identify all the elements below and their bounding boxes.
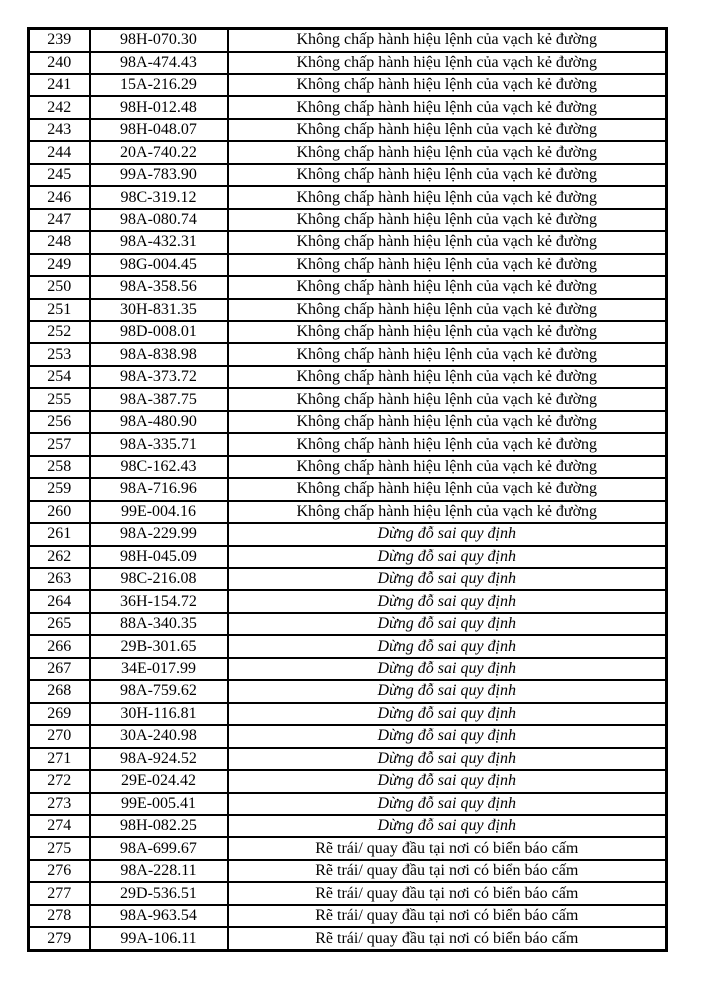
- row-number: 241: [29, 74, 90, 96]
- violation-text: Không chấp hành hiệu lệnh của vạch kẻ đường: [228, 254, 667, 276]
- plate-number: 98A-387.75: [90, 388, 228, 410]
- plate-number: 98A-432.31: [90, 231, 228, 253]
- row-number: 279: [29, 927, 90, 950]
- plate-number: 98H-082.25: [90, 815, 228, 837]
- table-row: [29, 770, 667, 792]
- plate-number: 98A-228.11: [90, 860, 228, 882]
- table-row: [29, 29, 667, 52]
- violation-text: Không chấp hành hiệu lệnh của vạch kẻ đường: [228, 96, 667, 118]
- plate-number: 98A-358.56: [90, 276, 228, 298]
- plate-number: 36H-154.72: [90, 590, 228, 612]
- table-row: [29, 321, 667, 343]
- plate-number: 99E-004.16: [90, 501, 228, 523]
- violation-text: Không chấp hành hiệu lệnh của vạch kẻ đường: [228, 478, 667, 500]
- violation-text: Không chấp hành hiệu lệnh của vạch kẻ đường: [228, 186, 667, 208]
- row-number: 278: [29, 905, 90, 927]
- row-number: 254: [29, 366, 90, 388]
- table-row: [29, 343, 667, 365]
- violation-text: Rẽ trái/ quay đầu tại nơi có biển báo cấm: [228, 882, 667, 904]
- violation-text: Dừng đỗ sai quy định: [228, 680, 667, 702]
- plate-number: 29B-301.65: [90, 635, 228, 657]
- violation-text: Dừng đỗ sai quy định: [228, 703, 667, 725]
- row-number: 240: [29, 52, 90, 74]
- plate-number: 98A-963.54: [90, 905, 228, 927]
- plate-number: 98D-008.01: [90, 321, 228, 343]
- violation-text: Không chấp hành hiệu lệnh của vạch kẻ đường: [228, 164, 667, 186]
- table-row: [29, 568, 667, 590]
- row-number: 251: [29, 299, 90, 321]
- row-number: 239: [29, 29, 90, 52]
- table-row: [29, 299, 667, 321]
- row-number: 269: [29, 703, 90, 725]
- violation-text: Rẽ trái/ quay đầu tại nơi có biển báo cấm: [228, 927, 667, 950]
- table-row: [29, 882, 667, 904]
- row-number: 259: [29, 478, 90, 500]
- table-row: [29, 276, 667, 298]
- violation-text: Không chấp hành hiệu lệnh của vạch kẻ đường: [228, 299, 667, 321]
- row-number: 276: [29, 860, 90, 882]
- table-row: [29, 748, 667, 770]
- row-number: 245: [29, 164, 90, 186]
- plate-number: 98A-716.96: [90, 478, 228, 500]
- table-row: [29, 366, 667, 388]
- row-number: 250: [29, 276, 90, 298]
- table-row: [29, 815, 667, 837]
- violation-text: Dừng đỗ sai quy định: [228, 815, 667, 837]
- plate-number: 99A-106.11: [90, 927, 228, 950]
- violation-text: Không chấp hành hiệu lệnh của vạch kẻ đường: [228, 276, 667, 298]
- table-row: [29, 523, 667, 545]
- table-row: [29, 613, 667, 635]
- table-row: [29, 433, 667, 455]
- table-row: [29, 164, 667, 186]
- plate-number: 98H-048.07: [90, 119, 228, 141]
- plate-number: 98A-699.67: [90, 837, 228, 859]
- plate-number: 98A-229.99: [90, 523, 228, 545]
- plate-number: 98A-080.74: [90, 209, 228, 231]
- row-number: 261: [29, 523, 90, 545]
- violation-text: Rẽ trái/ quay đầu tại nơi có biển báo cấm: [228, 860, 667, 882]
- row-number: 267: [29, 658, 90, 680]
- plate-number: 30H-116.81: [90, 703, 228, 725]
- row-number: 275: [29, 837, 90, 859]
- table-row: [29, 927, 667, 950]
- violation-text: Không chấp hành hiệu lệnh của vạch kẻ đường: [228, 321, 667, 343]
- row-number: 264: [29, 590, 90, 612]
- row-number: 262: [29, 546, 90, 568]
- violation-text: Dừng đỗ sai quy định: [228, 546, 667, 568]
- plate-number: 29E-024.42: [90, 770, 228, 792]
- plate-number: 15A-216.29: [90, 74, 228, 96]
- plate-number: 30H-831.35: [90, 299, 228, 321]
- plate-number: 98C-162.43: [90, 456, 228, 478]
- violation-text: Dừng đỗ sai quy định: [228, 523, 667, 545]
- row-number: 277: [29, 882, 90, 904]
- table-row: [29, 635, 667, 657]
- plate-number: 20A-740.22: [90, 141, 228, 163]
- plate-number: 98C-216.08: [90, 568, 228, 590]
- table-row: [29, 501, 667, 523]
- row-number: 257: [29, 433, 90, 455]
- table-row: [29, 905, 667, 927]
- row-number: 260: [29, 501, 90, 523]
- table-row: [29, 793, 667, 815]
- plate-number: 98H-012.48: [90, 96, 228, 118]
- row-number: 248: [29, 231, 90, 253]
- row-number: 244: [29, 141, 90, 163]
- violation-text: Không chấp hành hiệu lệnh của vạch kẻ đường: [228, 343, 667, 365]
- table-row: [29, 141, 667, 163]
- row-number: 265: [29, 613, 90, 635]
- violation-text: Dừng đỗ sai quy định: [228, 635, 667, 657]
- violation-text: Không chấp hành hiệu lệnh của vạch kẻ đường: [228, 411, 667, 433]
- violation-table-body: [29, 29, 667, 951]
- plate-number: 98A-838.98: [90, 343, 228, 365]
- plate-number: 98H-070.30: [90, 29, 228, 52]
- row-number: 273: [29, 793, 90, 815]
- violation-text: Dừng đỗ sai quy định: [228, 568, 667, 590]
- table-row: [29, 546, 667, 568]
- plate-number: 98A-924.52: [90, 748, 228, 770]
- table-row: [29, 658, 667, 680]
- plate-number: 98A-335.71: [90, 433, 228, 455]
- table-row: [29, 703, 667, 725]
- row-number: 255: [29, 388, 90, 410]
- violation-text: Không chấp hành hiệu lệnh của vạch kẻ đường: [228, 209, 667, 231]
- violation-text: Không chấp hành hiệu lệnh của vạch kẻ đường: [228, 388, 667, 410]
- row-number: 263: [29, 568, 90, 590]
- table-row: [29, 119, 667, 141]
- violation-text: Dừng đỗ sai quy định: [228, 658, 667, 680]
- row-number: 272: [29, 770, 90, 792]
- violation-text: Không chấp hành hiệu lệnh của vạch kẻ đường: [228, 52, 667, 74]
- violation-text: Dừng đỗ sai quy định: [228, 613, 667, 635]
- row-number: 247: [29, 209, 90, 231]
- row-number: 270: [29, 725, 90, 747]
- row-number: 253: [29, 343, 90, 365]
- plate-number: 99A-783.90: [90, 164, 228, 186]
- plate-number: 29D-536.51: [90, 882, 228, 904]
- row-number: 256: [29, 411, 90, 433]
- row-number: 243: [29, 119, 90, 141]
- violation-text: Không chấp hành hiệu lệnh của vạch kẻ đường: [228, 29, 667, 52]
- violation-text: Dừng đỗ sai quy định: [228, 725, 667, 747]
- table-row: [29, 590, 667, 612]
- table-row: [29, 456, 667, 478]
- table-row: [29, 254, 667, 276]
- plate-number: 99E-005.41: [90, 793, 228, 815]
- table-row: [29, 860, 667, 882]
- row-number: 249: [29, 254, 90, 276]
- plate-number: 30A-240.98: [90, 725, 228, 747]
- table-row: [29, 478, 667, 500]
- table-row: [29, 231, 667, 253]
- violation-text: Không chấp hành hiệu lệnh của vạch kẻ đường: [228, 501, 667, 523]
- table-row: [29, 52, 667, 74]
- plate-number: 98A-480.90: [90, 411, 228, 433]
- table-row: [29, 725, 667, 747]
- violation-text: Không chấp hành hiệu lệnh của vạch kẻ đường: [228, 119, 667, 141]
- violation-text: Rẽ trái/ quay đầu tại nơi có biển báo cấm: [228, 905, 667, 927]
- table-row: [29, 411, 667, 433]
- violation-text: Dừng đỗ sai quy định: [228, 793, 667, 815]
- row-number: 266: [29, 635, 90, 657]
- violation-text: Không chấp hành hiệu lệnh của vạch kẻ đường: [228, 231, 667, 253]
- violation-text: Dừng đỗ sai quy định: [228, 590, 667, 612]
- table-row: [29, 96, 667, 118]
- table-row: [29, 388, 667, 410]
- table-row: [29, 186, 667, 208]
- plate-number: 98C-319.12: [90, 186, 228, 208]
- plate-number: 98A-474.43: [90, 52, 228, 74]
- violation-text: Không chấp hành hiệu lệnh của vạch kẻ đường: [228, 433, 667, 455]
- violation-text: Không chấp hành hiệu lệnh của vạch kẻ đường: [228, 141, 667, 163]
- violation-text: Rẽ trái/ quay đầu tại nơi có biển báo cấm: [228, 837, 667, 859]
- row-number: 252: [29, 321, 90, 343]
- row-number: 268: [29, 680, 90, 702]
- plate-number: 98A-373.72: [90, 366, 228, 388]
- violation-text: Dừng đỗ sai quy định: [228, 770, 667, 792]
- plate-number: 34E-017.99: [90, 658, 228, 680]
- row-number: 271: [29, 748, 90, 770]
- violation-text: Không chấp hành hiệu lệnh của vạch kẻ đường: [228, 456, 667, 478]
- table-row: [29, 680, 667, 702]
- violation-table: [27, 27, 668, 952]
- violation-text: Không chấp hành hiệu lệnh của vạch kẻ đường: [228, 366, 667, 388]
- violation-text: Dừng đỗ sai quy định: [228, 748, 667, 770]
- plate-number: 98A-759.62: [90, 680, 228, 702]
- row-number: 246: [29, 186, 90, 208]
- plate-number: 98H-045.09: [90, 546, 228, 568]
- row-number: 274: [29, 815, 90, 837]
- row-number: 258: [29, 456, 90, 478]
- violation-text: Không chấp hành hiệu lệnh của vạch kẻ đường: [228, 74, 667, 96]
- plate-number: 88A-340.35: [90, 613, 228, 635]
- row-number: 242: [29, 96, 90, 118]
- table-row: [29, 837, 667, 859]
- table-row: [29, 74, 667, 96]
- plate-number: 98G-004.45: [90, 254, 228, 276]
- table-row: [29, 209, 667, 231]
